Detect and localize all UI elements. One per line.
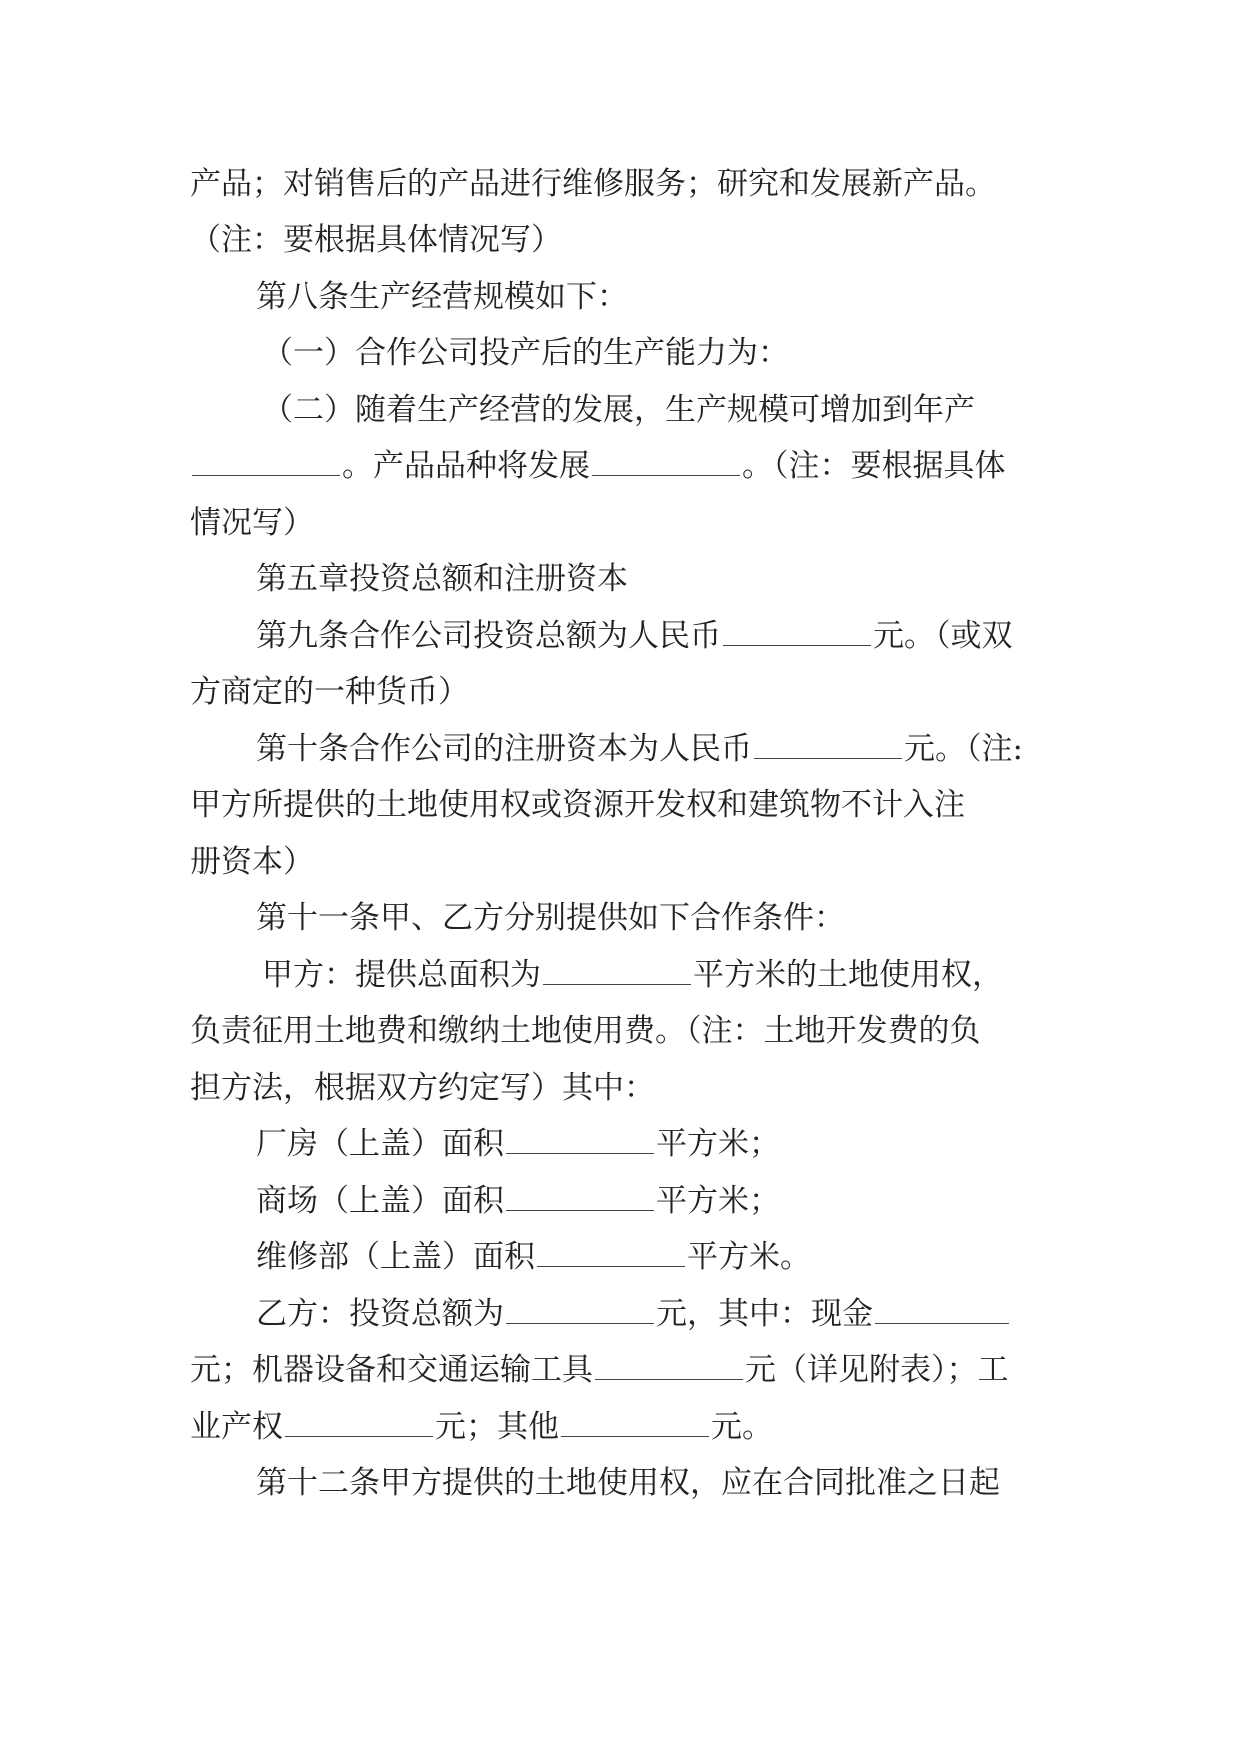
fill-blank[interactable] xyxy=(543,954,691,985)
mall-area-line: 商场（上盖）面积 平方米； xyxy=(256,1177,1116,1225)
text-line: 产品；对销售后的产品进行维修服务；研究和发展新产品。 xyxy=(190,166,996,202)
text-line: 方商定的一种货币） xyxy=(190,674,469,710)
text-line: 。产品品种将发展 。（注：要根据具体 xyxy=(190,442,1050,490)
text-line: 负责征用土地费和缴纳土地使用费。（注：土地开发费的负 xyxy=(190,1013,981,1049)
fill-blank[interactable] xyxy=(595,1349,743,1380)
fill-blank[interactable] xyxy=(561,1406,709,1437)
text-line: 情况写） xyxy=(190,505,314,541)
article-11-heading: 第十一条甲、乙方分别提供如下合作条件： xyxy=(256,900,845,936)
fill-blank[interactable] xyxy=(506,1293,654,1324)
party-b-provision: 乙方：投资总额为 元，其中：现金 xyxy=(256,1290,1116,1338)
article-8-heading: 第八条生产经营规模如下： xyxy=(256,279,628,315)
fill-blank[interactable] xyxy=(723,615,871,646)
text-line: 担方法，根据双方约定写）其中： xyxy=(190,1070,655,1106)
repair-dept-area-line: 维修部（上盖）面积 平方米。 xyxy=(256,1233,1116,1281)
text-line: （注：要根据具体情况写） xyxy=(190,222,562,258)
text-line: 业产权 元；其他 元。 xyxy=(190,1403,1050,1451)
fill-blank[interactable] xyxy=(537,1236,685,1267)
text-line: 元；机器设备和交通运输工具 元（详见附表）；工 xyxy=(190,1346,1050,1394)
fill-blank[interactable] xyxy=(285,1406,433,1437)
party-a-provision: 甲方：提供总面积为 平方米的土地使用权， xyxy=(262,951,1122,999)
fill-blank[interactable] xyxy=(192,445,340,476)
fill-blank[interactable] xyxy=(754,728,902,759)
factory-area-line: 厂房（上盖）面积 平方米； xyxy=(256,1120,1116,1168)
text-line: 册资本） xyxy=(190,844,314,880)
text-line: 甲方所提供的土地使用权或资源开发权和建筑物不计入注 xyxy=(190,787,965,823)
article-9: 第九条合作公司投资总额为人民币 元。（或双 xyxy=(256,612,1116,660)
chapter-5-heading: 第五章投资总额和注册资本 xyxy=(256,561,628,597)
fill-blank[interactable] xyxy=(506,1180,654,1211)
fill-blank[interactable] xyxy=(875,1293,1009,1324)
text-line: （一）合作公司投产后的生产能力为： xyxy=(262,335,789,371)
article-12: 第十二条甲方提供的土地使用权，应在合同批准之日起 xyxy=(256,1465,1000,1501)
fill-blank[interactable] xyxy=(506,1123,654,1154)
fill-blank[interactable] xyxy=(592,445,740,476)
article-10: 第十条合作公司的注册资本为人民币 元。（注: xyxy=(256,725,1116,773)
text-line: （二）随着生产经营的发展，生产规模可增加到年产 xyxy=(262,392,975,428)
